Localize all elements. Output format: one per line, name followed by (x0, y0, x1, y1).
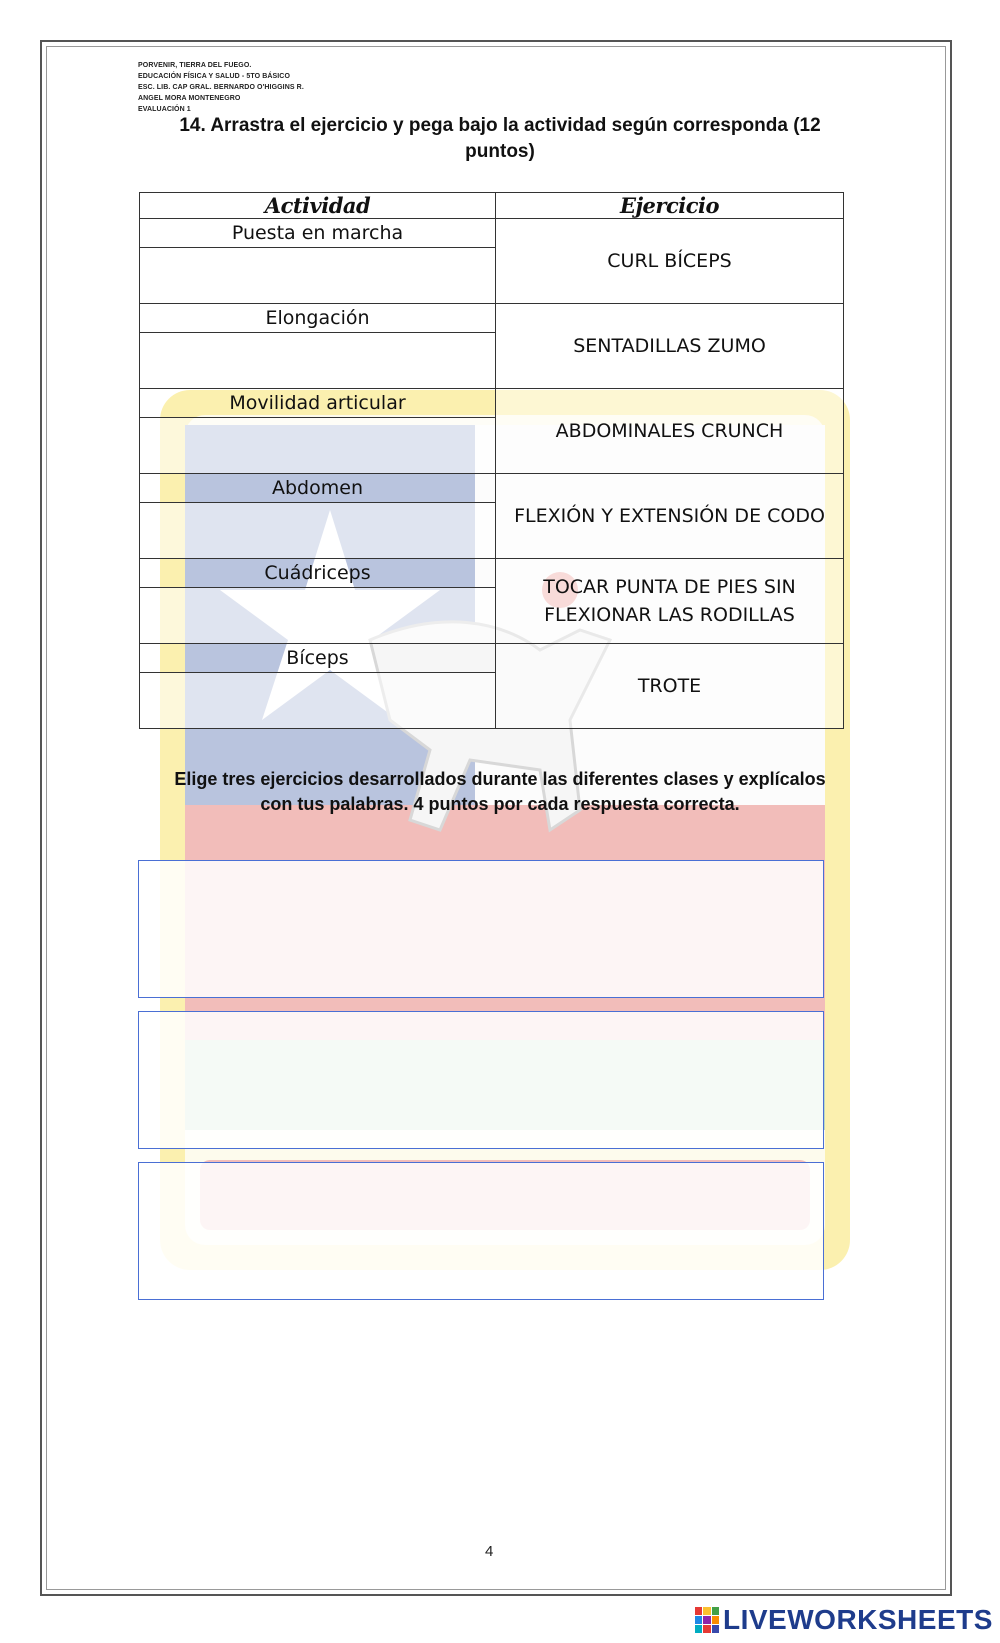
instruction-line: Elige tres ejercicios desarrollados durante las diferentes clases y explícalos (174, 769, 826, 789)
activity-label: Abdomen (140, 474, 496, 503)
exercise-text: TROTE (637, 675, 702, 697)
exercise-option[interactable] (496, 559, 844, 644)
question-title (150, 113, 850, 165)
header-line: EVALUACIÓN 1 (138, 106, 191, 113)
activity-label: Movilidad articular (140, 389, 496, 418)
instruction-line: con tus palabras. 4 puntos por cada respuesta correcta. (260, 794, 740, 814)
answer-textbox-3[interactable] (138, 1162, 824, 1300)
exercise-option[interactable] (496, 644, 844, 729)
exercise-option[interactable] (496, 219, 844, 304)
header-line: ANGEL MORA MONTENEGRO (138, 95, 241, 102)
exercise-text: ABDOMINALES CRUNCH (555, 420, 784, 442)
page-number: 4 (485, 1543, 494, 1560)
column-header-ejercicio: Ejercicio (496, 193, 844, 219)
question-line: puntos) (465, 141, 535, 162)
activity-label: Cuádriceps (140, 559, 496, 588)
header-line: ESC. LIB. CAP GRAL. BERNARDO O'HIGGINS R. (138, 84, 304, 91)
exercise-option[interactable] (496, 474, 844, 559)
question-line: 14. Arrastra el ejercicio y pega bajo la actividad según corresponda (12 (179, 115, 821, 136)
drop-zone[interactable] (140, 333, 496, 389)
exercise-text: FLEXIONAR LAS RODILLAS (544, 604, 795, 626)
drop-zone[interactable] (140, 588, 496, 644)
instruction-text (140, 767, 860, 817)
exercise-option[interactable] (496, 389, 844, 474)
exercise-text: FLEXIÓN Y EXTENSIÓN DE CODO (514, 505, 825, 527)
answer-textbox-2[interactable] (138, 1011, 824, 1149)
activity-label: Puesta en marcha (140, 219, 496, 248)
liveworksheets-brand (695, 1604, 993, 1636)
liveworksheets-wordmark: LIVEWORKSHEETS (723, 1604, 993, 1635)
drop-zone[interactable] (140, 673, 496, 729)
activity-label: Bíceps (140, 644, 496, 673)
drop-zone[interactable] (140, 418, 496, 474)
exercise-text: CURL BÍCEPS (607, 250, 732, 272)
liveworksheets-logo-icon (695, 1607, 719, 1633)
exercise-text: TOCAR PUNTA DE PIES SIN (543, 576, 796, 598)
exercise-text: SENTADILLAS ZUMO (573, 335, 766, 357)
column-header-actividad: Actividad (140, 193, 496, 219)
school-header (138, 60, 304, 115)
activity-label: Elongación (140, 304, 496, 333)
answer-textbox-1[interactable] (138, 860, 824, 998)
header-line: PORVENIR, TIERRA DEL FUEGO. (138, 62, 252, 69)
exercise-option[interactable] (496, 304, 844, 389)
drop-zone[interactable] (140, 248, 496, 304)
drop-zone[interactable] (140, 503, 496, 559)
matching-table (139, 192, 844, 729)
header-line: EDUCACIÓN FÍSICA Y SALUD - 5TO BÁSICO (138, 73, 291, 80)
